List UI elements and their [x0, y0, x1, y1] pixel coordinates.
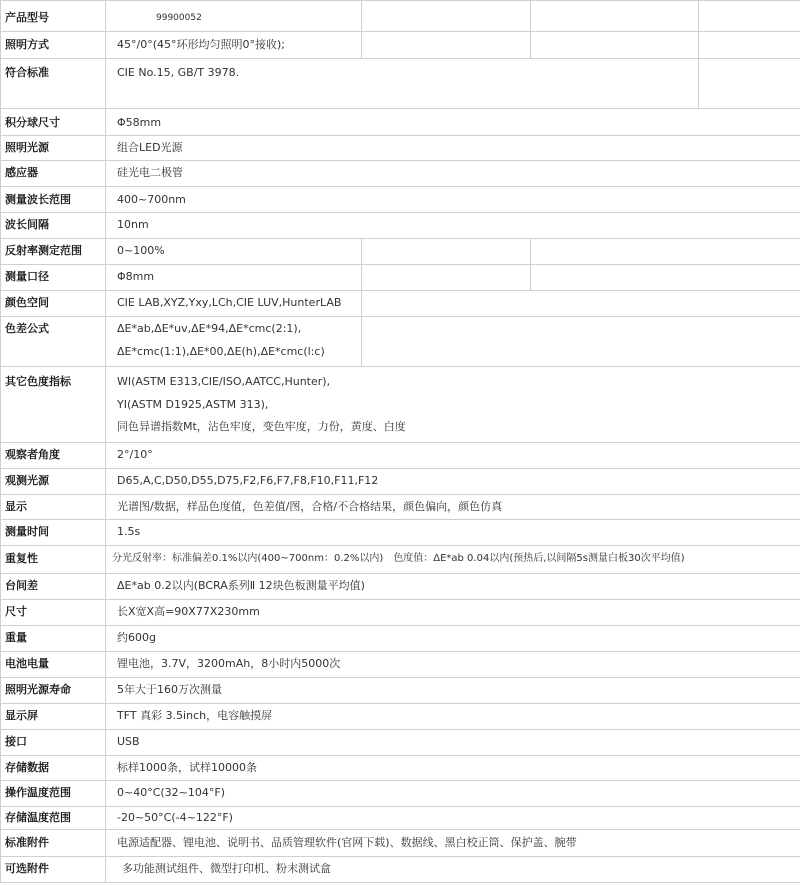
spec-label: 照明光源 — [5, 141, 49, 154]
row-divider — [0, 290, 800, 291]
spec-label: 尺寸 — [5, 605, 27, 618]
spec-label: 接口 — [5, 735, 27, 748]
spec-label: 颜色空间 — [5, 296, 49, 309]
row-divider — [0, 651, 800, 652]
spec-value: CIE No.15, GB/T 3978. — [117, 66, 240, 79]
spec-value: 硅光电二极管 — [117, 166, 183, 179]
spec-label: 台间差 — [5, 579, 38, 592]
spec-value: D65,A,C,D50,D55,D75,F2,F6,F7,F8,F10,F11,F12 — [117, 474, 379, 487]
spec-label: 产品型号 — [5, 11, 49, 24]
spec-label: 电池电量 — [5, 657, 49, 670]
row-divider — [0, 468, 800, 469]
row-divider — [0, 545, 800, 546]
spec-label: 显示屏 — [5, 709, 38, 722]
spec-value: Φ8mm — [117, 270, 155, 283]
column-divider — [361, 0, 362, 58]
row-divider — [0, 366, 800, 367]
spec-value: 同色异谱指数Mt，沾色牢度，变色牢度，力份，黄度、白度 — [117, 420, 406, 433]
spec-value: 长X宽X高=90X77X230mm — [117, 605, 260, 618]
row-divider — [0, 780, 800, 781]
spec-label: 存储温度范围 — [5, 811, 71, 824]
row-divider — [0, 186, 800, 187]
spec-value: Φ58mm — [117, 116, 162, 129]
column-divider — [0, 0, 1, 882]
spec-value: 2°/10° — [117, 448, 153, 461]
spec-value: 1.5s — [117, 525, 141, 538]
spec-value: 光谱图/数据，样品色度值，色差值/图，合格/不合格结果，颜色偏向，颜色仿真 — [117, 500, 503, 513]
spec-value: 电源适配器、锂电池、说明书、品质管理软件(官网下载)、数据线、黑白校正筒、保护盖、腕带 — [117, 836, 577, 849]
row-divider — [0, 519, 800, 520]
spec-label: 测量时间 — [5, 525, 49, 538]
row-divider — [0, 135, 800, 136]
spec-value: 99900052 — [156, 13, 202, 23]
column-divider — [105, 0, 106, 882]
row-divider — [0, 625, 800, 626]
row-divider — [0, 806, 800, 807]
row-divider — [0, 160, 800, 161]
row-divider — [0, 316, 800, 317]
spec-label: 观测光源 — [5, 474, 49, 487]
spec-label: 操作温度范围 — [5, 786, 71, 799]
row-divider — [0, 264, 800, 265]
spec-label: 感应器 — [5, 166, 38, 179]
row-divider — [0, 108, 800, 109]
spec-value: -20~50°C(-4~122°F) — [117, 811, 233, 824]
row-divider — [0, 755, 800, 756]
spec-label: 存储数据 — [5, 761, 49, 774]
row-divider — [0, 442, 800, 443]
spec-label: 符合标准 — [5, 66, 49, 79]
row-divider — [0, 729, 800, 730]
spec-value: 0~40°C(32~104°F) — [117, 786, 226, 799]
row-divider — [0, 829, 800, 830]
spec-value: 组合LED光源 — [117, 141, 183, 154]
row-divider — [0, 58, 800, 59]
spec-value: 分光反射率：标准偏差0.1%以内(400~700nm：0.2%以内) 色度值：ΔE*ab 0.04以内(预热后,以间隔5s测量白板30次平均值) — [112, 553, 685, 564]
spec-label: 积分球尺寸 — [5, 116, 60, 129]
row-divider — [0, 856, 800, 857]
column-divider — [530, 238, 531, 290]
row-divider — [0, 0, 800, 1]
spec-label: 照明光源寿命 — [5, 683, 71, 696]
spec-value: 45°/0°(45°环形均匀照明0°接收); — [117, 38, 285, 51]
spec-value: 锂电池，3.7V，3200mAh，8小时内5000次 — [117, 657, 341, 670]
spec-value: YI(ASTM D1925,ASTM 313), — [117, 398, 269, 411]
spec-value: CIE LAB,XYZ,Yxy,LCh,CIE LUV,HunterLAB — [117, 296, 342, 309]
row-divider — [0, 599, 800, 600]
spec-value: 约600g — [117, 631, 156, 644]
spec-value: 400~700nm — [117, 193, 186, 206]
spec-label: 波长间隔 — [5, 218, 49, 231]
spec-label: 重复性 — [5, 552, 38, 565]
spec-label: 照明方式 — [5, 38, 49, 51]
spec-label: 反射率测定范围 — [5, 244, 82, 257]
column-divider — [698, 0, 699, 108]
spec-value: WI(ASTM E313,CIE/ISO,AATCC,Hunter), — [117, 375, 331, 388]
spec-label: 测量波长范围 — [5, 193, 71, 206]
spec-label: 色差公式 — [5, 322, 49, 335]
spec-value: 5年大于160万次测量 — [117, 683, 222, 696]
row-divider — [0, 677, 800, 678]
spec-label: 标准附件 — [5, 836, 49, 849]
row-divider — [0, 494, 800, 495]
row-divider — [0, 238, 800, 239]
spec-value: ΔE*ab 0.2以内(BCRA系列Ⅱ 12块色板测量平均值) — [117, 579, 365, 592]
spec-value: ΔE*ab,ΔE*uv,ΔE*94,ΔE*cmc(2:1), — [117, 322, 302, 335]
spec-value: USB — [117, 735, 140, 748]
spec-value: 多功能测试组件、微型打印机、粉末测试盒 — [122, 862, 331, 875]
spec-value: 10nm — [117, 218, 149, 231]
spec-value: 标样1000条，试样10000条 — [117, 761, 257, 774]
row-divider — [0, 212, 800, 213]
spec-label: 显示 — [5, 500, 27, 513]
spec-label: 测量口径 — [5, 270, 49, 283]
spec-value: TFT 真彩 3.5inch，电容触摸屏 — [117, 709, 273, 722]
spec-label: 可选附件 — [5, 862, 49, 875]
spec-label: 其它色度指标 — [5, 375, 71, 388]
column-divider — [530, 0, 531, 58]
row-divider — [0, 703, 800, 704]
spec-value: 0~100% — [117, 244, 165, 257]
row-divider — [0, 31, 800, 32]
row-divider — [0, 882, 800, 883]
spec-value: ΔE*cmc(1:1),ΔE*00,ΔE(h),ΔE*cmc(l:c) — [117, 345, 325, 358]
spec-label: 观察者角度 — [5, 448, 60, 461]
spec-label: 重量 — [5, 631, 27, 644]
column-divider — [361, 238, 362, 366]
row-divider — [0, 573, 800, 574]
